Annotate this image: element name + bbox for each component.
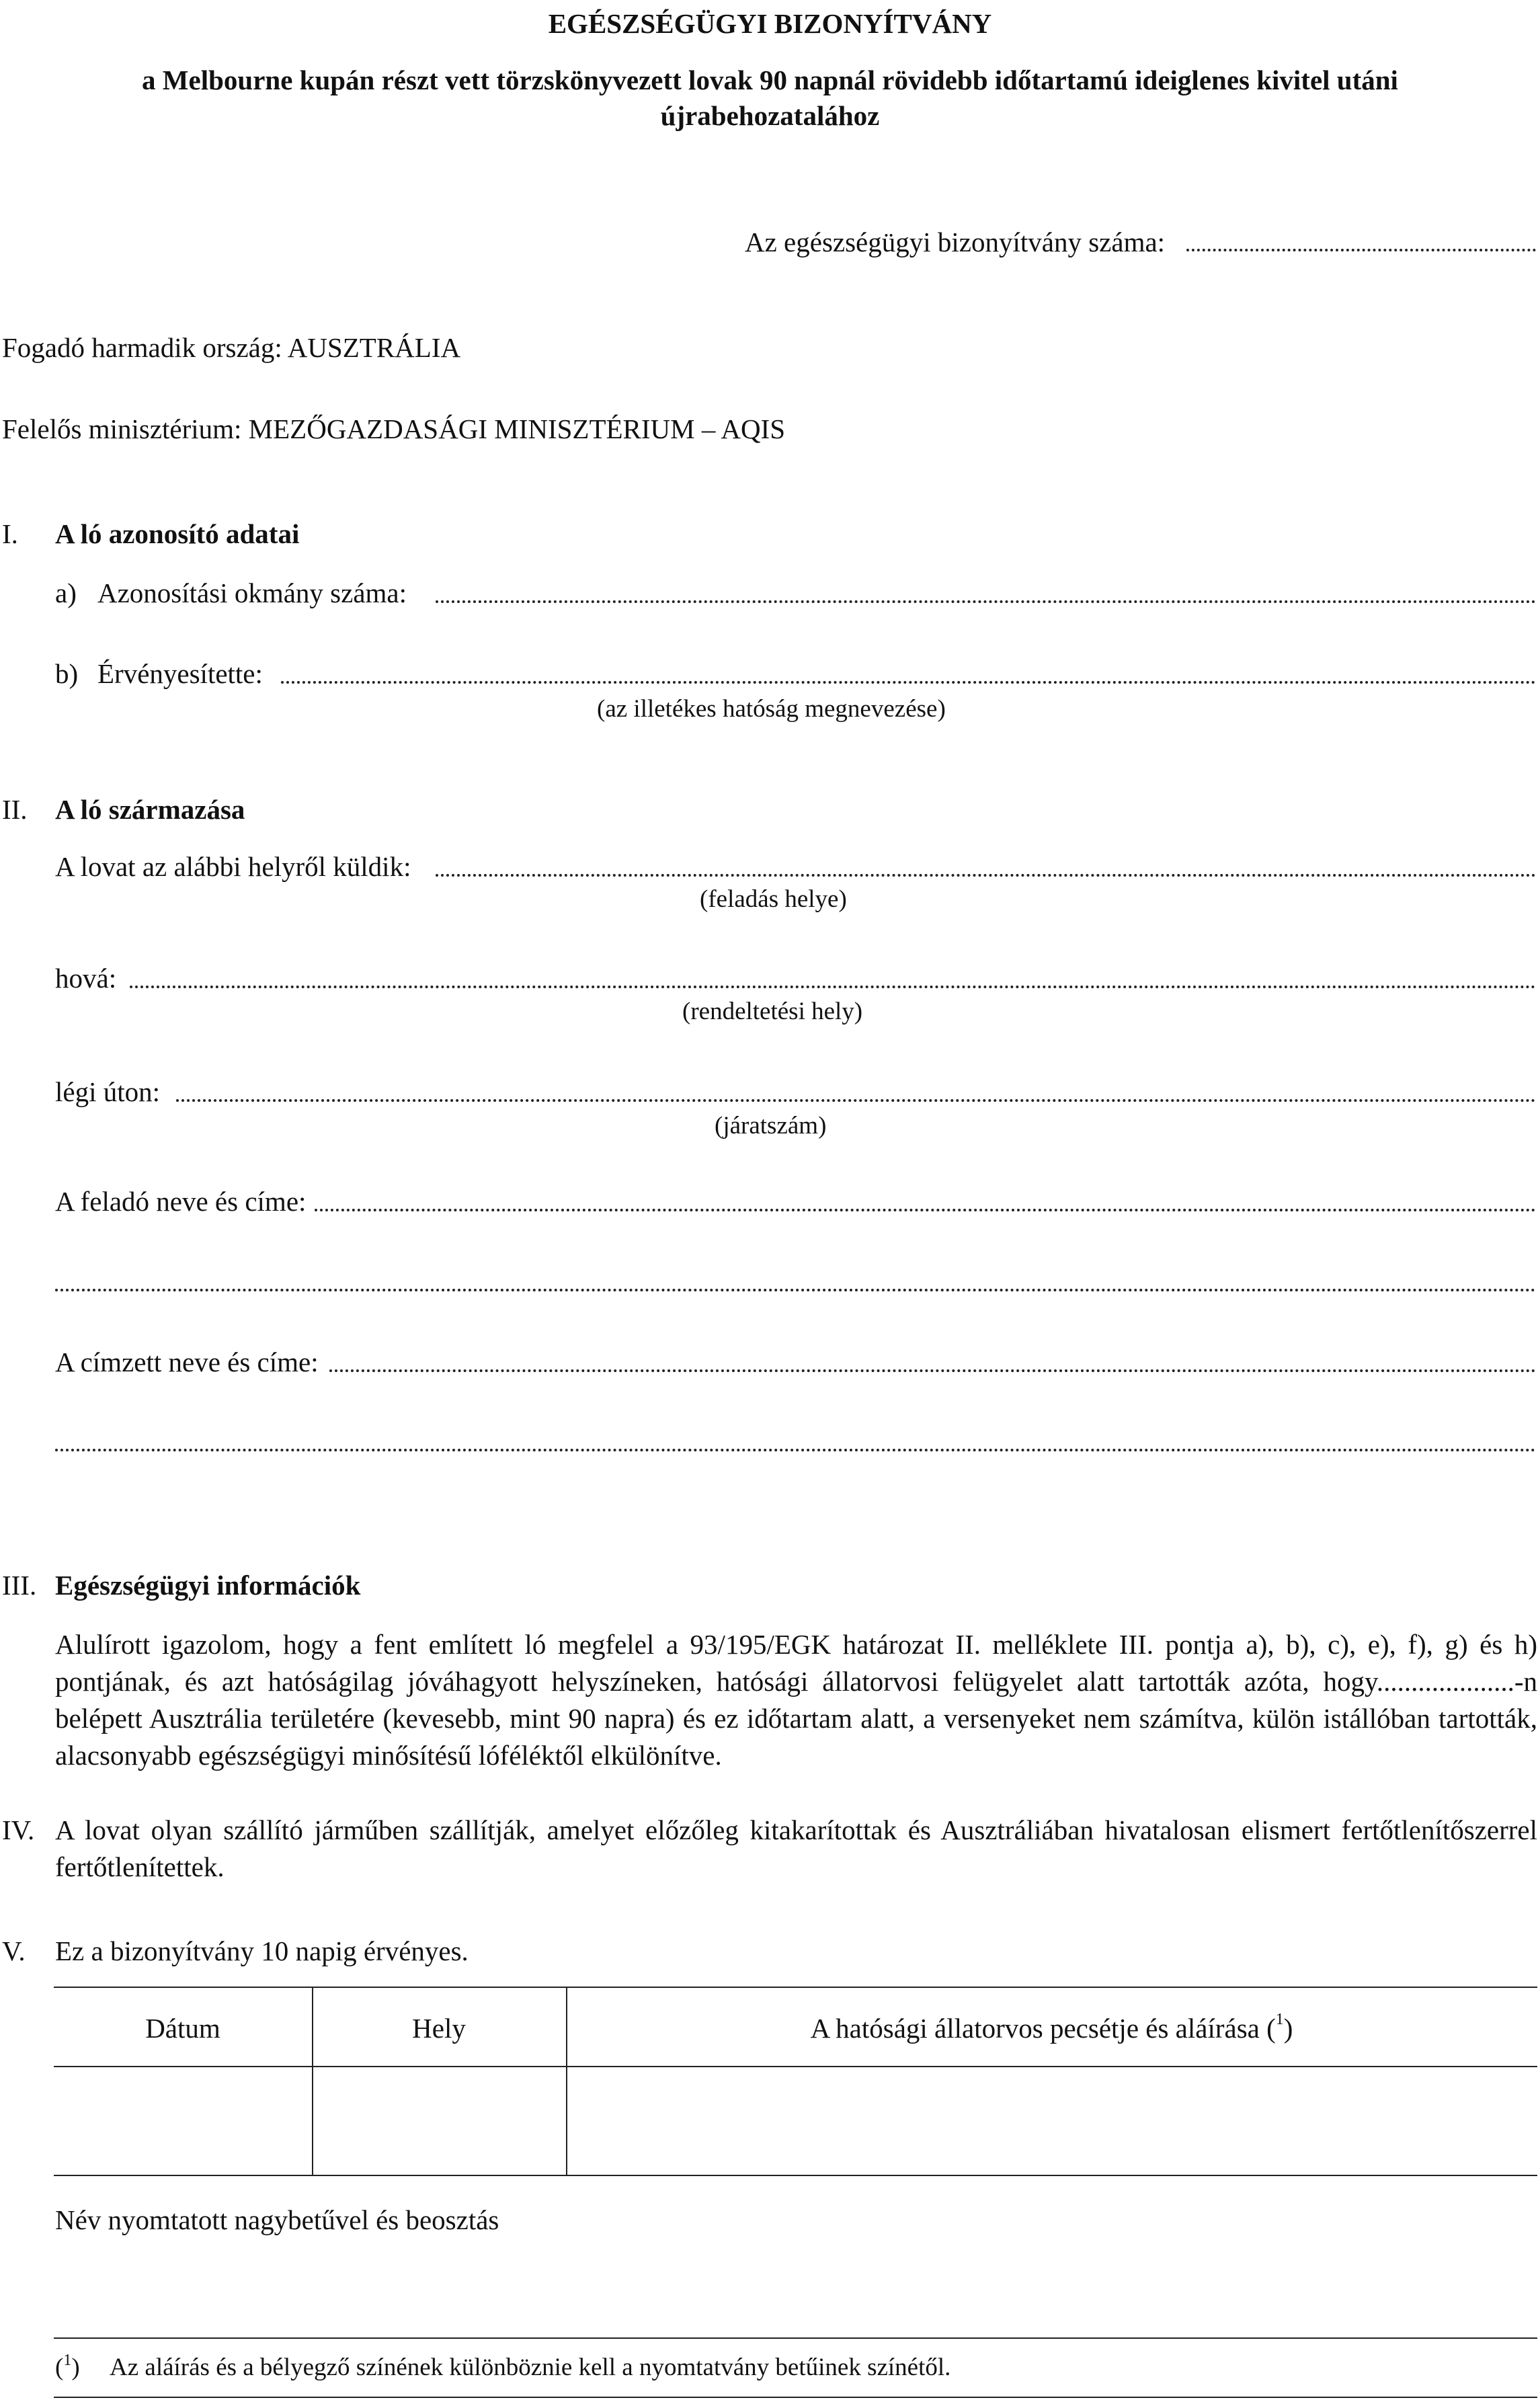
section2-title: A ló származása <box>55 794 245 825</box>
section4-number: IV. <box>2 1814 35 1845</box>
footnote-open: ( <box>55 2354 64 2381</box>
footnote-close: ) <box>71 2354 80 2381</box>
destination-caption: (rendeltetési hely) <box>682 998 863 1025</box>
health-statement: Alulírott igazolom, hogy a fent említett ló megfelel a 93/195/EGK határozat II. melléklete III. pontja a), b), c), e), f), g) és h) pontjának, és azt hatóságilag jóváhagyott helyszíneken, hatósági állatorvosi felügyelet alatt tartották azóta, hogy....................-n belépett Ausztrália területére (kevesebb, mint 90 napra) és ez időtartam alatt, a versenyeket nem számítva, külön istállóban tartották, alacsonyabb egészségügyi minősítésű lóféléktől elkülönítve. <box>55 1629 1537 1771</box>
dispatch-place-label: A lovat az alábbi helyről küldik: <box>55 851 411 882</box>
section2-number: II. <box>2 794 28 825</box>
validated-by-field[interactable] <box>281 681 1536 684</box>
footnote-marker <box>55 2351 80 2385</box>
section1-a-label: a) <box>55 577 77 608</box>
table-bottom-border <box>54 2175 1537 2176</box>
dispatch-place-caption: (feladás helye) <box>700 885 847 913</box>
table-header-signature-close: ) <box>1283 2013 1293 2044</box>
authority-caption: (az illetékes hatóság megnevezése) <box>597 695 946 723</box>
destination-label: hová: <box>55 963 117 994</box>
footnote-number: 1 <box>63 2352 72 2369</box>
table-header-signature <box>566 2010 1537 2047</box>
sender-field[interactable] <box>315 1209 1536 1211</box>
signature-cell[interactable] <box>567 2068 1536 2174</box>
dispatch-place-field[interactable] <box>436 874 1536 877</box>
recipient-field-line2[interactable] <box>55 1449 1536 1451</box>
footnote-ref: 1 <box>1275 2011 1284 2028</box>
section1-title: A ló azonosító adatai <box>55 518 300 549</box>
section1-number: I. <box>2 518 18 549</box>
footnote-separator <box>54 2337 1537 2339</box>
recipient-field[interactable] <box>329 1369 1536 1372</box>
validated-by-label: Érvényesítette: <box>97 658 263 689</box>
document-title: EGÉSZSÉGÜGYI BIZONYÍTVÁNY <box>548 8 992 39</box>
recipient-label: A címzett neve és címe: <box>55 1347 319 1377</box>
table-header-place: Hely <box>412 2013 466 2044</box>
footnote-text: Az aláírás és a bélyegző színének különböznie kell a nyomtatvány betűinek színétől. <box>110 2354 951 2381</box>
table-header-signature-text: A hatósági állatorvos pecsétje és aláírása ( <box>810 2013 1276 2044</box>
section3-number: III. <box>2 1570 37 1601</box>
flight-caption: (járatszám) <box>715 1112 827 1139</box>
place-cell[interactable] <box>313 2068 565 2174</box>
destination-field[interactable] <box>130 986 1536 988</box>
receiving-country: Fogadó harmadik ország: AUSZTRÁLIA <box>2 332 461 363</box>
table-top-border <box>54 1987 1537 1988</box>
transport-statement: A lovat olyan szállító járműben szállítják, amelyet előzőleg kitakarítottak és Ausztráliában hivatalosan elismert fertőtlenítőszerrel fertőtlenítettek. <box>55 1814 1537 1882</box>
sender-label: A feladó neve és címe: <box>55 1186 307 1217</box>
section3-title: Egészségügyi információk <box>55 1570 361 1601</box>
sender-field-line2[interactable] <box>55 1289 1536 1291</box>
flight-label: légi úton: <box>55 1076 161 1107</box>
section5-number: V. <box>2 1935 26 1966</box>
cert-number-label: Az egészségügyi bizonyítvány száma: <box>745 227 1166 257</box>
flight-number-field[interactable] <box>176 1099 1536 1102</box>
table-header-date: Dátum <box>145 2013 220 2044</box>
document-subtitle-line2: újrabehozatalához <box>660 100 880 131</box>
footnote-bottom-line <box>54 2397 1537 2398</box>
document-subtitle-line1: a Melbourne kupán részt vett törzskönyvezett lovak 90 napnál rövidebb időtartamú ideiglenes kivitel utáni <box>142 65 1398 95</box>
validity-statement: Ez a bizonyítvány 10 napig érvényes. <box>55 1935 469 1966</box>
name-title-label: Név nyomtatott nagybetűvel és beosztás <box>55 2204 499 2235</box>
id-document-field[interactable] <box>436 600 1536 603</box>
id-document-label: Azonosítási okmány száma: <box>97 577 407 608</box>
responsible-ministry: Felelős minisztérium: MEZŐGAZDASÁGI MINISZTÉRIUM – AQIS <box>2 413 786 444</box>
date-cell[interactable] <box>55 2068 311 2174</box>
cert-number-field[interactable] <box>1186 249 1536 251</box>
table-header-border <box>54 2066 1537 2067</box>
section1-b-label: b) <box>55 658 79 689</box>
